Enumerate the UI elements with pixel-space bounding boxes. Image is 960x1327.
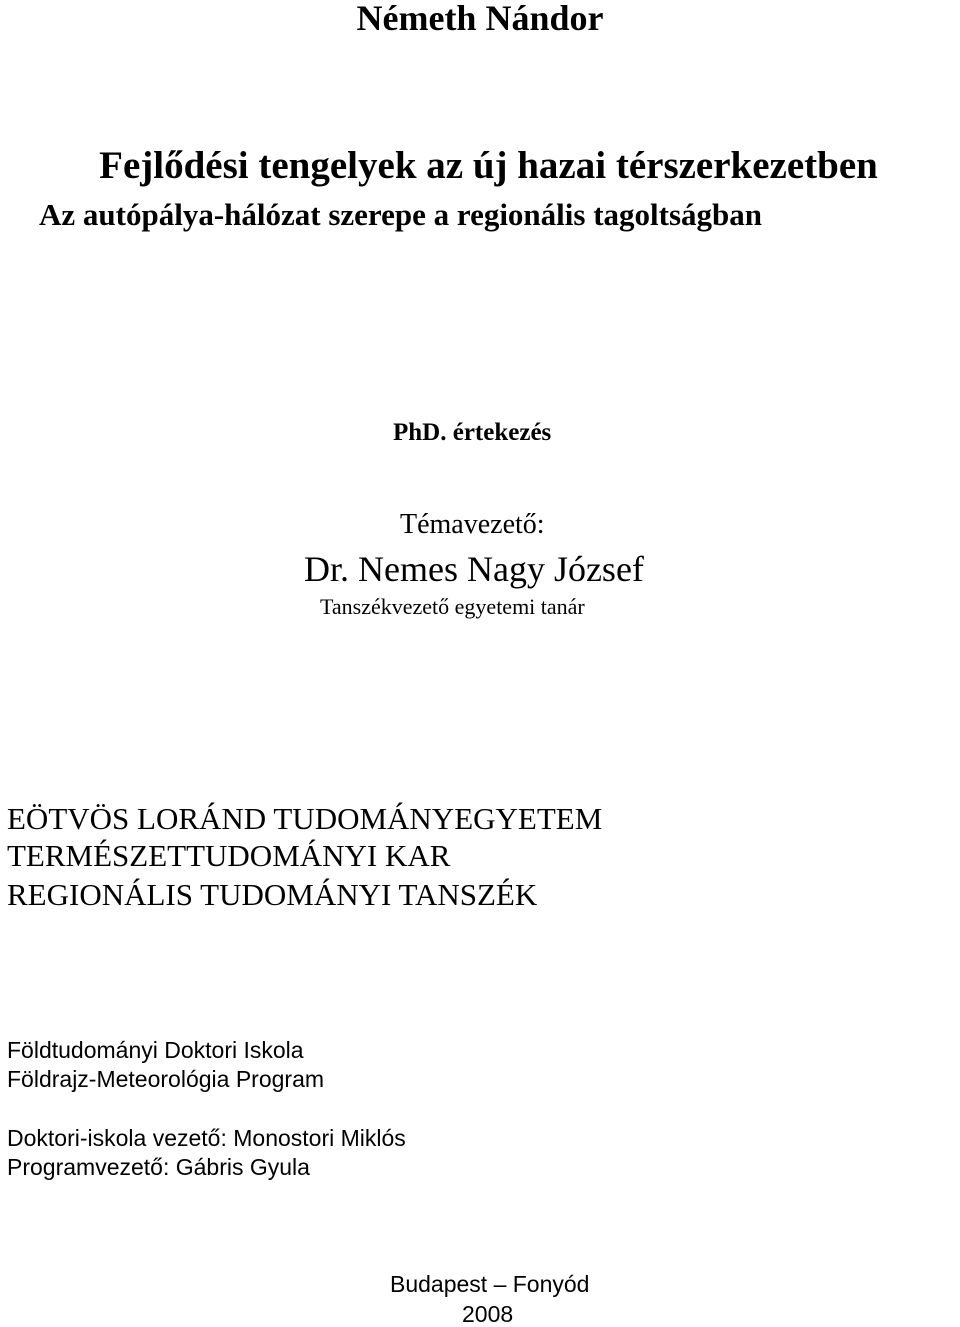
author-name: Németh Nándor: [356, 0, 604, 38]
program-head: Programvezető: Gábris Gyula: [7, 1154, 310, 1180]
thesis-subtitle: Az autópálya-hálózat szerepe a regionális tagoltságban: [39, 197, 763, 232]
doctoral-program: Földrajz-Meteorológia Program: [7, 1066, 325, 1092]
supervisor-name: Dr. Nemes Nagy József: [304, 549, 644, 589]
university-name: EÖTVÖS LORÁND TUDOMÁNYEGYETEM: [7, 801, 603, 836]
department-name: REGIONÁLIS TUDOMÁNYI TANSZÉK: [7, 877, 538, 912]
school-head: Doktori-iskola vezető: Monostori Miklós: [7, 1125, 406, 1151]
supervisor-role: Tanszékvezető egyetemi tanár: [320, 594, 585, 619]
faculty-name: TERMÉSZETTUDOMÁNYI KAR: [7, 838, 451, 873]
doctoral-school: Földtudományi Doktori Iskola: [7, 1037, 304, 1063]
place: Budapest – Fonyód: [390, 1271, 590, 1297]
year: 2008: [462, 1301, 514, 1327]
thesis-title: Fejlődési tengelyek az új hazai térszerkezetben: [99, 144, 878, 187]
supervisor-label: Témavezető:: [400, 509, 545, 540]
degree-type: PhD. értekezés: [393, 419, 552, 446]
